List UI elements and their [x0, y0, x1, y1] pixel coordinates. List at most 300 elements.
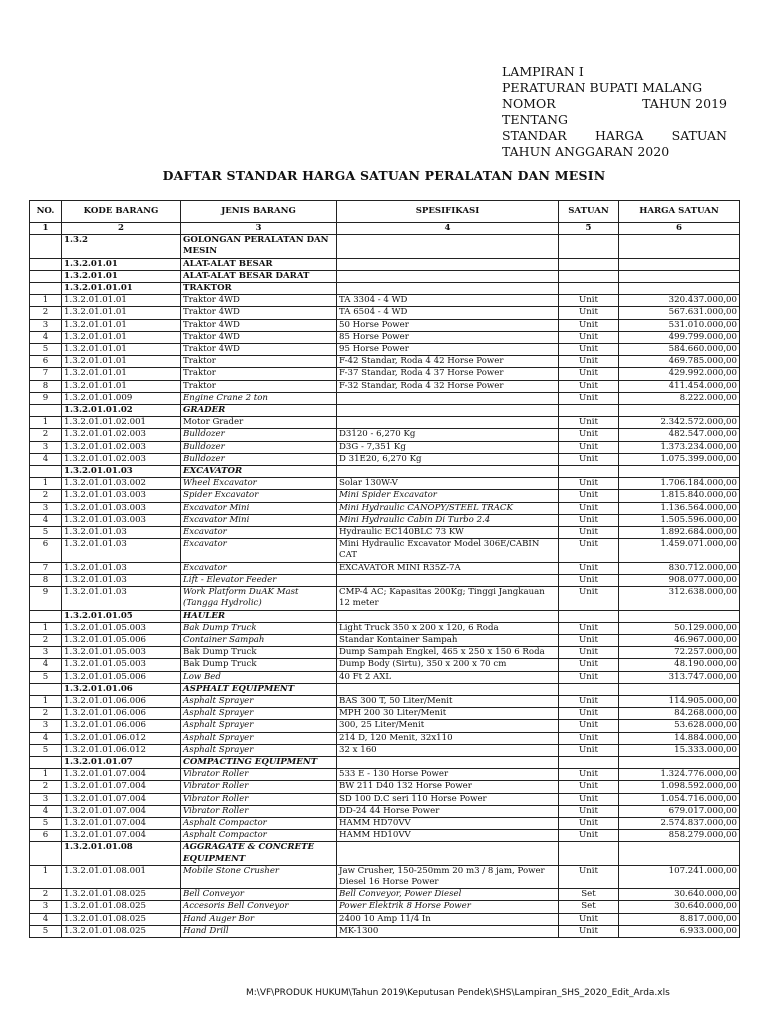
cell-jenis-barang: Bak Dump Truck [181, 659, 337, 671]
cell-harga-satuan: 567.631.000,00 [619, 307, 740, 319]
cell-satuan: Unit [559, 574, 619, 586]
category-row [30, 842, 740, 865]
cell-spesifikasi [337, 270, 559, 282]
table-row [30, 708, 740, 720]
cell-satuan [559, 235, 619, 258]
cell-jenis-barang: Lift - Elevator Feeder [181, 574, 337, 586]
cell-spesifikasi: Dump Body (Sirtu), 350 x 200 x 70 cm [337, 659, 559, 671]
cell-jenis-barang: Bak Dump Truck [181, 622, 337, 634]
cell-spesifikasi: MPH 200 30 Liter/Menit [337, 708, 559, 720]
cell-satuan: Unit [559, 307, 619, 319]
table-row [30, 380, 740, 392]
category-row [30, 283, 740, 295]
cell-harga-satuan: 531.010.000,00 [619, 319, 740, 331]
cell-no: 1 [30, 295, 62, 307]
column-number-row [30, 223, 740, 235]
cell-satuan: Unit [559, 392, 619, 404]
cell-satuan: Unit [559, 817, 619, 829]
cell-harga-satuan: 30.640.000,00 [619, 889, 740, 901]
cell-spesifikasi: Mini Hydraulic Cabin Di Turbo 2.4 [337, 514, 559, 526]
cell-satuan: Unit [559, 587, 619, 610]
cell-kode-barang: 1.3.2.01.01.02.003 [62, 429, 181, 441]
table-row [30, 587, 740, 610]
cell-spesifikasi: 95 Horse Power [337, 344, 559, 356]
cell-satuan [559, 842, 619, 865]
cell-spesifikasi: 85 Horse Power [337, 331, 559, 343]
cell-harga-satuan: 429.992.000,00 [619, 368, 740, 380]
cell-satuan: Set [559, 889, 619, 901]
cell-spesifikasi: 32 x 160 [337, 744, 559, 756]
cell-satuan: Unit [559, 527, 619, 539]
cell-satuan: Unit [559, 793, 619, 805]
cell-no: 6 [30, 356, 62, 368]
cell-spesifikasi [337, 466, 559, 478]
header-satuan: SATUAN [559, 201, 619, 223]
header-nomor-label: NOMOR [502, 96, 556, 111]
cell-satuan: Unit [559, 331, 619, 343]
cell-satuan: Unit [559, 708, 619, 720]
cell-harga-satuan: 908.077.000,00 [619, 574, 740, 586]
cell-harga-satuan: 1.373.234.000,00 [619, 441, 740, 453]
cell-kode-barang: 1.3.2.01.01.05.003 [62, 647, 181, 659]
cell-spesifikasi: 40 Ft 2 AXL [337, 671, 559, 683]
cell-jenis-barang: Traktor [181, 356, 337, 368]
table-row [30, 417, 740, 429]
cell-satuan: Unit [559, 769, 619, 781]
cell-no [30, 466, 62, 478]
cell-satuan: Unit [559, 647, 619, 659]
cell-kode-barang: 1.3.2.01.01.07.004 [62, 830, 181, 842]
cell-harga-satuan [619, 842, 740, 865]
cell-harga-satuan: 1.098.592.000,00 [619, 781, 740, 793]
table-row [30, 817, 740, 829]
cell-jenis-barang: Spider Excavator [181, 490, 337, 502]
table-row [30, 805, 740, 817]
cell-no: 5 [30, 527, 62, 539]
cell-harga-satuan: 8.222.000,00 [619, 392, 740, 404]
cell-kode-barang: 1.3.2.01.01.07.004 [62, 793, 181, 805]
cell-kode-barang: 1.3.2.01.01.03.003 [62, 514, 181, 526]
cell-satuan: Unit [559, 781, 619, 793]
table-row [30, 319, 740, 331]
cell-harga-satuan [619, 756, 740, 768]
table-row [30, 744, 740, 756]
cell-spesifikasi [337, 283, 559, 295]
cell-jenis-barang: Low Bed [181, 671, 337, 683]
cell-kode-barang: 1.3.2.01.01.02.003 [62, 441, 181, 453]
cell-jenis-barang: Traktor [181, 368, 337, 380]
header-satuan-word: SATUAN [671, 128, 727, 143]
cell-satuan: Unit [559, 356, 619, 368]
cell-kode-barang: 1.3.2.01.01.07 [62, 756, 181, 768]
cell-jenis-barang: HAULER [181, 610, 337, 622]
cell-jenis-barang: Asphalt Sprayer [181, 744, 337, 756]
cell-no [30, 610, 62, 622]
cell-no: 1 [30, 769, 62, 781]
cell-spesifikasi: DD-24 44 Horse Power [337, 805, 559, 817]
cell-jenis-barang: Bell Conveyor [181, 889, 337, 901]
cell-jenis-barang: Traktor 4WD [181, 319, 337, 331]
cell-jenis-barang: Bak Dump Truck [181, 647, 337, 659]
cell-no: 6 [30, 830, 62, 842]
cell-jenis-barang: Excavator [181, 527, 337, 539]
cell-no: 3 [30, 502, 62, 514]
cell-kode-barang: 1.3.2.01.01.08.001 [62, 865, 181, 888]
cell-jenis-barang: Bulldozer [181, 453, 337, 465]
cell-kode-barang: 1.3.2.01.01.06.012 [62, 744, 181, 756]
table-row [30, 901, 740, 913]
cell-satuan: Unit [559, 380, 619, 392]
cell-kode-barang: 1.3.2.01.01.01 [62, 380, 181, 392]
header-line-tahun-anggaran: TAHUN ANGGARAN 2020 [502, 144, 670, 159]
cell-spesifikasi: Mini Hydraulic CANOPY/STEEL TRACK [337, 502, 559, 514]
table-row [30, 392, 740, 404]
cell-spesifikasi: D 31E20, 6,270 Kg [337, 453, 559, 465]
cell-kode-barang: 1.3.2.01.01.07.004 [62, 817, 181, 829]
cell-harga-satuan: 1.706.184.000,00 [619, 478, 740, 490]
cell-spesifikasi: 50 Horse Power [337, 319, 559, 331]
cell-spesifikasi: Power Elektrik 8 Horse Power [337, 901, 559, 913]
cell-spesifikasi: D3120 - 6,270 Kg [337, 429, 559, 441]
cell-satuan: Unit [559, 830, 619, 842]
cell-no: 9 [30, 392, 62, 404]
cell-jenis-barang: Traktor [181, 380, 337, 392]
header-jenis-barang: JENIS BARANG [181, 201, 337, 223]
cell-harga-satuan: 1.815.840.000,00 [619, 490, 740, 502]
header-spesifikasi: SPESIFIKASI [337, 201, 559, 223]
cell-satuan [559, 756, 619, 768]
cell-no: 4 [30, 913, 62, 925]
cell-no: 5 [30, 671, 62, 683]
cell-no: 2 [30, 708, 62, 720]
cell-no: 5 [30, 925, 62, 937]
cell-harga-satuan: 312.638.000,00 [619, 587, 740, 610]
cell-harga-satuan: 1.505.596.000,00 [619, 514, 740, 526]
cell-jenis-barang: GOLONGAN PERALATAN DAN MESIN [181, 235, 337, 258]
cell-jenis-barang: Work Platform DuAK Mast (Tangga Hydrolic) [181, 587, 337, 610]
cell-harga-satuan: 482.547.000,00 [619, 429, 740, 441]
cell-satuan: Unit [559, 441, 619, 453]
cell-no: 9 [30, 587, 62, 610]
table-row [30, 647, 740, 659]
table-row [30, 441, 740, 453]
cell-harga-satuan: 114.905.000,00 [619, 695, 740, 707]
cell-harga-satuan: 1.075.399.000,00 [619, 453, 740, 465]
cell-jenis-barang: ALAT-ALAT BESAR DARAT [181, 270, 337, 282]
header-line-lampiran: LAMPIRAN I [502, 64, 584, 79]
cell-kode-barang: 1.3.2.01.01.03.003 [62, 502, 181, 514]
cell-no: 4 [30, 805, 62, 817]
cell-kode-barang: 1.3.2.01.01.01 [62, 344, 181, 356]
cell-no: 3 [30, 793, 62, 805]
category-row [30, 235, 740, 258]
cell-kode-barang: 1.3.2.01.01.06 [62, 683, 181, 695]
cell-kode-barang: 1.3.2.01.01.06.006 [62, 695, 181, 707]
cell-satuan: Unit [559, 319, 619, 331]
cell-satuan: Unit [559, 720, 619, 732]
cell-satuan [559, 283, 619, 295]
cell-spesifikasi: BW 211 D40 132 Horse Power [337, 781, 559, 793]
cell-satuan [559, 683, 619, 695]
cell-satuan: Unit [559, 732, 619, 744]
cell-jenis-barang: Hand Auger Bor [181, 913, 337, 925]
cell-jenis-barang: Bulldozer [181, 429, 337, 441]
cell-jenis-barang: Bulldozer [181, 441, 337, 453]
cell-spesifikasi [337, 842, 559, 865]
cell-no [30, 842, 62, 865]
cell-harga-satuan: 53.628.000,00 [619, 720, 740, 732]
cell-satuan: Unit [559, 368, 619, 380]
table-row [30, 429, 740, 441]
cell-no [30, 756, 62, 768]
table-row [30, 562, 740, 574]
cell-no: 4 [30, 331, 62, 343]
cell-satuan: Unit [559, 490, 619, 502]
column-number: 3 [181, 223, 337, 235]
cell-no: 2 [30, 490, 62, 502]
cell-kode-barang: 1.3.2.01.01.05.003 [62, 659, 181, 671]
cell-harga-satuan: 1.054.716.000,00 [619, 793, 740, 805]
cell-jenis-barang: ASPHALT EQUIPMENT [181, 683, 337, 695]
cell-kode-barang: 1.3.2.01.01.07.004 [62, 781, 181, 793]
cell-harga-satuan [619, 258, 740, 270]
cell-jenis-barang: Hand Drill [181, 925, 337, 937]
cell-spesifikasi: CMP-4 AC; Kapasitas 200Kg; Tinggi Jangkauan 12 meter [337, 587, 559, 610]
cell-satuan: Unit [559, 671, 619, 683]
cell-kode-barang: 1.3.2.01.01.08.025 [62, 889, 181, 901]
cell-harga-satuan: 830.712.000,00 [619, 562, 740, 574]
cell-kode-barang: 1.3.2.01.01.03 [62, 539, 181, 562]
cell-kode-barang: 1.3.2.01.01.08.025 [62, 913, 181, 925]
column-number: 1 [30, 223, 62, 235]
cell-harga-satuan: 1.892.684.000,00 [619, 527, 740, 539]
cell-kode-barang: 1.3.2.01.01.05.006 [62, 634, 181, 646]
cell-kode-barang: 1.3.2.01.01.03 [62, 574, 181, 586]
header-line-nomor [502, 96, 727, 112]
cell-kode-barang: 1.3.2.01.01.02.003 [62, 453, 181, 465]
cell-kode-barang: 1.3.2.01.01.009 [62, 392, 181, 404]
cell-kode-barang: 1.3.2.01.01.01 [62, 331, 181, 343]
cell-satuan: Unit [559, 659, 619, 671]
table-row [30, 478, 740, 490]
table-row [30, 732, 740, 744]
cell-no: 2 [30, 781, 62, 793]
cell-no [30, 283, 62, 295]
cell-spesifikasi: 533 E - 130 Horse Power [337, 769, 559, 781]
cell-spesifikasi [337, 683, 559, 695]
cell-spesifikasi [337, 574, 559, 586]
table-row [30, 925, 740, 937]
cell-jenis-barang: Traktor 4WD [181, 331, 337, 343]
cell-kode-barang: 1.3.2.01.01.07.004 [62, 805, 181, 817]
cell-kode-barang: 1.3.2.01.01.01 [62, 295, 181, 307]
cell-kode-barang: 1.3.2.01.01 [62, 258, 181, 270]
table-row [30, 527, 740, 539]
cell-jenis-barang: Accesoris Bell Conveyor [181, 901, 337, 913]
cell-kode-barang: 1.3.2.01.01.03 [62, 562, 181, 574]
table-row [30, 453, 740, 465]
table-body [30, 235, 740, 938]
price-table [29, 200, 740, 938]
cell-no [30, 683, 62, 695]
cell-kode-barang: 1.3.2.01.01.03.002 [62, 478, 181, 490]
cell-spesifikasi [337, 756, 559, 768]
cell-harga-satuan: 2.342.572.000,00 [619, 417, 740, 429]
cell-satuan [559, 466, 619, 478]
cell-spesifikasi: SD 100 D.C seri 110 Horse Power [337, 793, 559, 805]
cell-satuan: Set [559, 901, 619, 913]
cell-satuan: Unit [559, 925, 619, 937]
cell-jenis-barang: Asphalt Sprayer [181, 720, 337, 732]
cell-no: 1 [30, 622, 62, 634]
cell-satuan: Unit [559, 744, 619, 756]
table-row [30, 368, 740, 380]
cell-harga-satuan: 8.817.000,00 [619, 913, 740, 925]
cell-jenis-barang: ALAT-ALAT BESAR [181, 258, 337, 270]
cell-spesifikasi: BAS 300 T, 50 Liter/Menit [337, 695, 559, 707]
header-block [502, 64, 727, 160]
cell-kode-barang: 1.3.2.01.01.08 [62, 842, 181, 865]
cell-spesifikasi: TA 3304 - 4 WD [337, 295, 559, 307]
table-row [30, 539, 740, 562]
cell-harga-satuan: 6.933.000,00 [619, 925, 740, 937]
table-row [30, 865, 740, 888]
cell-harga-satuan: 30.640.000,00 [619, 901, 740, 913]
table-row [30, 659, 740, 671]
cell-kode-barang: 1.3.2.01.01.05.003 [62, 622, 181, 634]
cell-spesifikasi: Mini Hydraulic Excavator Model 306E/CABIN CAT [337, 539, 559, 562]
cell-jenis-barang: COMPACTING EQUIPMENT [181, 756, 337, 768]
cell-harga-satuan: 46.967.000,00 [619, 634, 740, 646]
table-row [30, 344, 740, 356]
cell-harga-satuan: 14.884.000,00 [619, 732, 740, 744]
table-row [30, 514, 740, 526]
cell-kode-barang: 1.3.2.01.01.03.003 [62, 490, 181, 502]
cell-no [30, 235, 62, 258]
cell-satuan [559, 610, 619, 622]
cell-kode-barang: 1.3.2.01.01.07.004 [62, 769, 181, 781]
cell-satuan: Unit [559, 295, 619, 307]
cell-jenis-barang: Asphalt Compactor [181, 817, 337, 829]
table-header-row [30, 201, 740, 223]
cell-no: 7 [30, 368, 62, 380]
cell-satuan: Unit [559, 865, 619, 888]
cell-no: 4 [30, 732, 62, 744]
table-row [30, 490, 740, 502]
category-row [30, 610, 740, 622]
cell-spesifikasi: Hydraulic EC140BLC 73 KW [337, 527, 559, 539]
cell-harga-satuan: 107.241.000,00 [619, 865, 740, 888]
cell-no: 2 [30, 634, 62, 646]
cell-spesifikasi: HAMM HD70VV [337, 817, 559, 829]
cell-satuan [559, 258, 619, 270]
cell-no [30, 258, 62, 270]
table-row [30, 695, 740, 707]
table-row [30, 830, 740, 842]
cell-jenis-barang: Mobile Stone Crusher [181, 865, 337, 888]
table-row [30, 331, 740, 343]
cell-kode-barang: 1.3.2.01.01.06.006 [62, 708, 181, 720]
cell-satuan: Unit [559, 429, 619, 441]
cell-harga-satuan: 2.574.837.000,00 [619, 817, 740, 829]
cell-harga-satuan: 313.747.000,00 [619, 671, 740, 683]
cell-jenis-barang: Excavator Mini [181, 502, 337, 514]
cell-no: 4 [30, 659, 62, 671]
cell-spesifikasi: TA 6504 - 4 WD [337, 307, 559, 319]
cell-satuan: Unit [559, 562, 619, 574]
cell-no: 7 [30, 562, 62, 574]
cell-harga-satuan: 15.333.000,00 [619, 744, 740, 756]
cell-no [30, 270, 62, 282]
cell-kode-barang: 1.3.2.01.01.01 [62, 307, 181, 319]
table-row [30, 889, 740, 901]
cell-jenis-barang: Traktor 4WD [181, 295, 337, 307]
cell-harga-satuan: 72.257.000,00 [619, 647, 740, 659]
cell-satuan: Unit [559, 695, 619, 707]
cell-satuan: Unit [559, 913, 619, 925]
cell-jenis-barang: Vibrator Roller [181, 805, 337, 817]
cell-no: 2 [30, 307, 62, 319]
cell-jenis-barang: EXCAVATOR [181, 466, 337, 478]
cell-no: 3 [30, 441, 62, 453]
cell-no: 8 [30, 574, 62, 586]
cell-kode-barang: 1.3.2.01.01.03 [62, 587, 181, 610]
header-line-tentang: TENTANG [502, 112, 569, 127]
cell-no: 1 [30, 478, 62, 490]
cell-jenis-barang: Excavator Mini [181, 514, 337, 526]
cell-harga-satuan [619, 283, 740, 295]
cell-no: 1 [30, 417, 62, 429]
table-row [30, 781, 740, 793]
cell-satuan: Unit [559, 539, 619, 562]
table-row [30, 769, 740, 781]
cell-kode-barang: 1.3.2.01.01.01 [62, 283, 181, 295]
table-row [30, 307, 740, 319]
cell-no: 2 [30, 429, 62, 441]
cell-satuan: Unit [559, 502, 619, 514]
cell-spesifikasi [337, 610, 559, 622]
cell-jenis-barang: Engine Crane 2 ton [181, 392, 337, 404]
cell-no [30, 405, 62, 417]
cell-spesifikasi: Standar Kontainer Sampah [337, 634, 559, 646]
cell-kode-barang: 1.3.2.01.01.06.006 [62, 720, 181, 732]
cell-no: 5 [30, 817, 62, 829]
category-row [30, 258, 740, 270]
cell-spesifikasi [337, 405, 559, 417]
cell-no: 3 [30, 901, 62, 913]
column-number: 6 [619, 223, 740, 235]
cell-kode-barang: 1.3.2.01.01.01 [62, 368, 181, 380]
column-number: 5 [559, 223, 619, 235]
cell-no: 3 [30, 647, 62, 659]
cell-harga-satuan: 50.129.000,00 [619, 622, 740, 634]
cell-jenis-barang: Asphalt Sprayer [181, 708, 337, 720]
cell-spesifikasi: Jaw Crusher, 150-250mm 20 m3 / 8 jam, Power Diesel 16 Horse Power [337, 865, 559, 888]
cell-spesifikasi: 300, 25 Liter/Menit [337, 720, 559, 732]
file-path-footer: M:\VF\PRODUK HUKUM\Tahun 2019\Keputusan Pendek\SHS\Lampiran_SHS_2020_Edit_Arda.xls [246, 988, 670, 998]
cell-spesifikasi [337, 235, 559, 258]
cell-harga-satuan: 499.799.000,00 [619, 331, 740, 343]
cell-jenis-barang: Motor Grader [181, 417, 337, 429]
cell-jenis-barang: Vibrator Roller [181, 793, 337, 805]
cell-harga-satuan [619, 405, 740, 417]
header-harga-satuan: HARGA SATUAN [619, 201, 740, 223]
cell-jenis-barang: Asphalt Compactor [181, 830, 337, 842]
cell-spesifikasi: Solar 130W-V [337, 478, 559, 490]
column-number: 4 [337, 223, 559, 235]
cell-spesifikasi: Light Truck 350 x 200 x 120, 6 Roda [337, 622, 559, 634]
cell-spesifikasi: EXCAVATOR MINI R35Z-7A [337, 562, 559, 574]
